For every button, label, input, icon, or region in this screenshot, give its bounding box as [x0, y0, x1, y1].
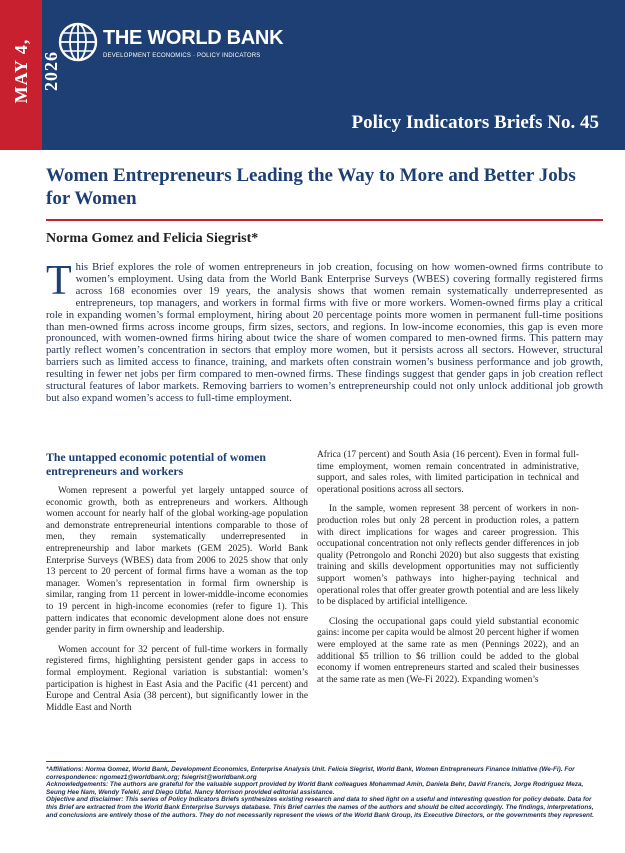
body-paragraph: In the sample, women represent 38 percent of workers in non-production roles but only 28 percent in production roles, a pattern with direct implications for wages and career progression. This occupational concentration not only reflects gender differences in job quality (Petrongolo and Ronchi 2020) but also suggests that existing training and skills development opportunities may not sufficiently support women’s pathways into higher-paying technical and operational roles that offer greater growth potential and are less likely to be displaced by artificial intelligence.: [317, 504, 579, 608]
page-title: Women Entrepreneurs Leading the Way to More and Better Jobs for Women: [46, 165, 576, 209]
brand-tagline: DEVELOPMENT ECONOMICS · POLICY INDICATORS: [103, 53, 261, 59]
brand-name: THE WORLD BANK: [103, 27, 284, 49]
date-band: [0, 0, 61, 150]
publication-date: MAY 4, 2026: [11, 38, 61, 104]
series-title: Policy Indicators Briefs No. 45: [351, 112, 599, 133]
world-bank-globe-icon: [58, 22, 98, 62]
drop-cap: T: [46, 258, 72, 304]
title-divider: [46, 219, 603, 221]
author-line: Norma Gomez and Felicia Siegrist*: [46, 231, 259, 246]
body-paragraph: Africa (17 percent) and South Asia (16 percent). Even in formal full-time employment, women remain concentrated in administrative, support, and sales roles, with limited participation in technical and operational positions across all sectors.: [317, 450, 579, 495]
body-paragraph: Women account for 32 percent of full-time workers in formally registered firms, highlighting persistent gender gaps in access to formal employment. Regional variation is substantial: women’s participation is highest in East Asia and the Pacific (41 percent) and Europe and Central Asia (38 percent), but significantly lower in the Middle East and North: [46, 644, 308, 713]
body-paragraph: Closing the occupational gaps could yield substantial economic gains: income per capita would be almost 20 percent higher if women were employed at the same rate as men (Pennings 2022), and an additional $5 trillion to $6 trillion could be added to the global economy if women entrepreneurs started and scaled their businesses at the same rate as men (We-Fi 2022). Expanding women’s: [317, 616, 579, 685]
left-column: [46, 450, 308, 722]
abstract: [46, 258, 603, 405]
footnote-acknowledgements: Acknowledgements: The authors are grateful for the valuable support provided by World Bank colleagues Mohammad Amin, Daniela Behr, David Francis, Jorge Rodriguez Meza, Seung Hee Nam, Wendy Teleki, and Diego Ubfal. Nancy Morrison provided editorial assistance.: [46, 781, 584, 796]
body-paragraph: Women represent a powerful yet largely untapped source of economic growth, both as entrepreneurs and workers. Although women account for nearly half of the global working-age population and demonstrate entrepreneurial intentions comparable to those of men, they remain systematically underrepresented in entrepreneurship and labor markets (GEM 2025). World Bank Enterprise Surveys (WBES) data from 2006 to 2025 show that only 13 percent to 20 percent of formal firms have a woman as the top manager. Women’s representation in formal firm ownership is similar, ranging from 11 percent in lower-middle-income economies to 19 percent in high-income economies (refer to figure 1). This pattern indicates that economic development alone does not ensure gender parity in firm ownership and leadership.: [46, 486, 308, 636]
footnotes: [46, 766, 603, 819]
footnote-affiliations: *Affiliations: Norma Gomez, World Bank, Development Economics, Enterprise Analysis Unit. Felicia Siegrist, World Bank, Women Entrepreneurs Finance Initiative (We-Fi). For correspondence: ngomez1@worldbank.org; fsiegrist@worldbank.org: [46, 766, 575, 781]
section-heading: The untapped economic potential of women entrepreneurs and workers: [46, 450, 266, 478]
footnote-disclaimer: Objective and disclaimer: This series of Policy Indicators Briefs synthesizes existing research and data to shed light on a useful and interesting question for policy debate. Data for this Brief are extracted from the World Bank Enterprise Surveys database. This Brief carries the names of the authors and should be cited accordingly. The findings, interpretations, and conclusions are entirely those of the authors. They do not necessarily represent the views of the World Bank Group, its Executive Directors, or the governments they represent.: [46, 796, 594, 819]
footnote-divider: [46, 761, 176, 762]
abstract-text: his Brief explores the role of women entrepreneurs in job creation, focusing on how women-owned firms contribute to women’s employment. Using data from the World Bank Enterprise Surveys (WBES) covering formally registered firms across 168 economies over 19 years, the analysis shows that women remain systematically underrepresented as entrepreneurs, top managers, and workers in formal firms with five or more workers. Women-owned firms play a critical role in expanding women’s formal employment, hiring about 20 percentage points more women in permanent full-time positions than men-owned firms across income groups, firm sizes, sectors, and regions. In low-income economies, this gap is even more pronounced, with women-owned firms hiring about twice the share of women compared to men-owned firms. This pattern may partly reflect women’s concentration in sectors that employ more women, but it persists across all sectors. However, structural barriers such as limited access to finance, training, and markets often constrain women’s business performance and job growth, resulting in fewer net jobs per firm compared to men-owned firms. These findings suggest that gender gaps in job creation reflect structural features of labor markets. Removing barriers to women’s entrepreneurship could not only unlock additional job growth but also expand women’s access to full-time employment.: [46, 262, 603, 404]
header-banner: [0, 0, 625, 150]
right-column: [317, 450, 579, 694]
